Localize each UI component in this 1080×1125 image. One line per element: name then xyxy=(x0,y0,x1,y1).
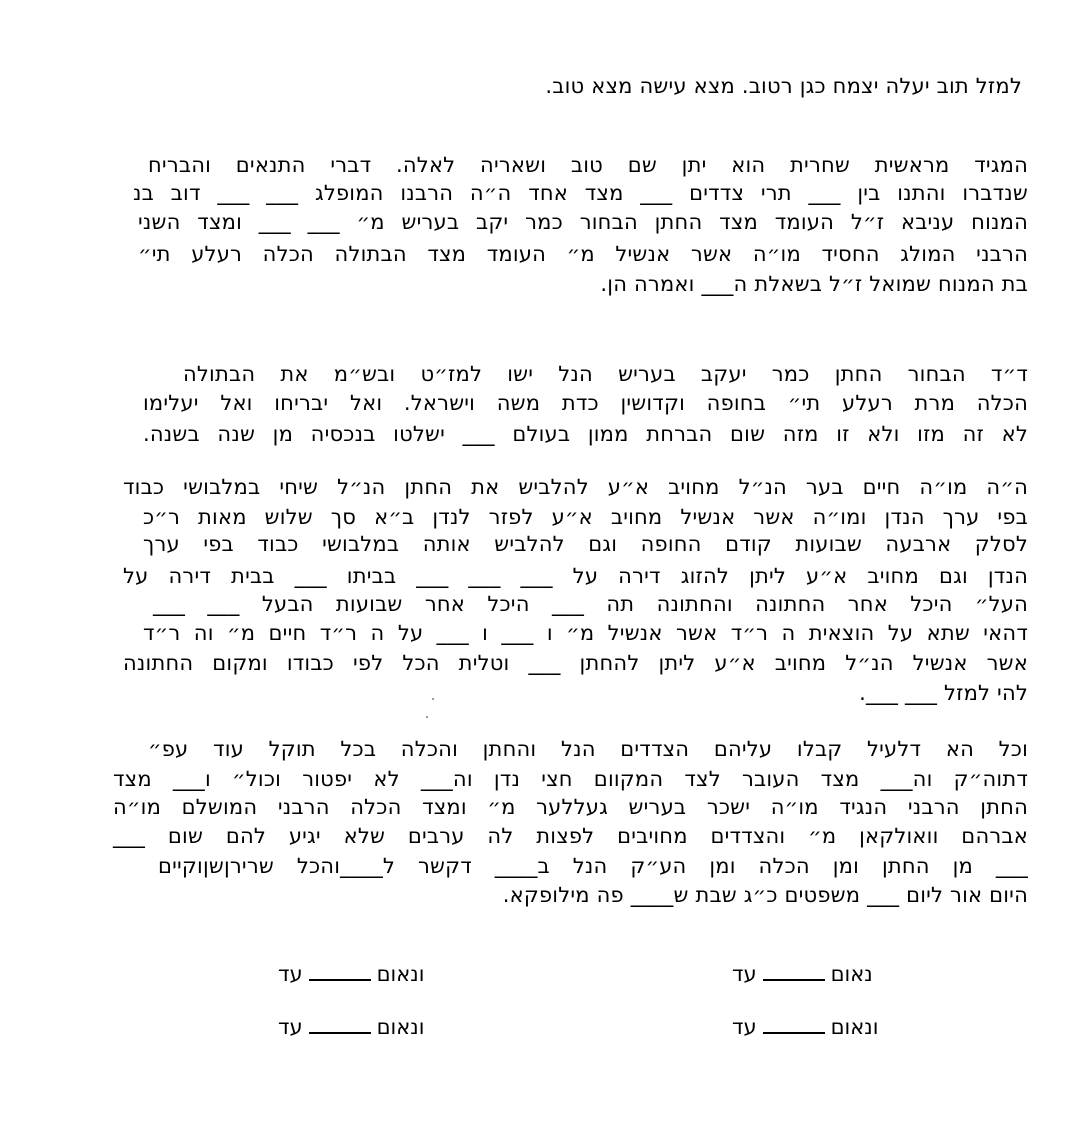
signature-blank[interactable] xyxy=(309,1014,371,1034)
paragraph-4-line-1: וכל הא דלעיל קבלו עליהם הצדדים הנל והחתן והכלה בכל תוקל עוד עפ״ xyxy=(148,737,1028,761)
paragraph-4-line-5: ___ מן החתן ומן הכלה ומן הע״ק הנל ב____ דקשר ל____והכל שרירןשןוקיים xyxy=(158,854,1028,878)
signature-line-2 xyxy=(278,960,424,988)
signature-blank[interactable] xyxy=(763,1014,825,1034)
signature-suffix: עד xyxy=(278,962,303,986)
paragraph-3-line-4: הנדן וגם מחויב א״ע ליתן להזוג דירה על ___ ___ ___ בביתו ___ בבית דירה על xyxy=(123,564,1028,588)
paragraph-1-line-3: המנוח עניבא ז״ל העומד מצד החתן הבחור כמר יקב בעריש מ״ ___ ___ ומצד השני xyxy=(138,210,1028,234)
signature-prefix: ונאום xyxy=(830,1015,879,1039)
paragraph-1-line-1: המגיד מראשית שחרית הוא יתן שם טוב ושאריה לאלה. דברי התנאים והבריח xyxy=(148,153,1028,177)
signature-line-1 xyxy=(732,960,873,988)
signature-blank[interactable] xyxy=(763,961,825,981)
paragraph-2-line-2: הכלה מרת רעלע תי״ בחופה וקדושין כדת משה וישראל. ואל יבריחו ואל יעלימו xyxy=(143,391,1028,415)
document-heading: למזל תוב יעלה יצמח כגן רטוב. מצא עישה מצא טוב. xyxy=(545,74,1022,98)
paragraph-1-line-4: הרבני המולג החסיד מו״ה אשר אנשיל מ״ העומד מצד הבתולה הכלה רעלע תי״ xyxy=(138,242,1028,266)
paragraph-3-line-3: לסלק ארבעה שבועות קודם החופה וגם להלביש אותה במלבושי כבוד בפי ערך xyxy=(143,532,1028,556)
signature-line-3 xyxy=(732,1013,878,1041)
paragraph-2-line-3: לא זה מזו ולא זו מזה שום הברחת ממון בעולם ___ ישלטו בנכסיה מן שנה בשנה. xyxy=(143,422,1028,446)
paragraph-3-line-1: ה״ה מו״ה חיים בער הנ״ל מחויב א״ע להלביש את החתן הנ״ל שיחי במלבושי כבוד xyxy=(123,475,1028,499)
signature-prefix: נאום xyxy=(830,962,873,986)
scan-speck xyxy=(432,698,434,700)
signature-prefix: ונאום xyxy=(376,962,425,986)
signature-line-4 xyxy=(278,1013,424,1041)
scan-speck xyxy=(426,716,428,718)
paragraph-3-line-6: דהאי שתא על הוצאית ה ר״ד אשר אנשיל מ״ ו ___ ו ___ על ה ר״ד חיים מ״ וה ר״ד xyxy=(143,621,1028,645)
signature-suffix: עד xyxy=(278,1015,303,1039)
paragraph-4-line-3: החתן הרבני הנגיד מו״ה ישכר בעריש געללער מ״ ומצד הכלה הרבני המושלם מו״ה xyxy=(113,795,1028,819)
signature-suffix: עד xyxy=(732,1015,757,1039)
signature-suffix: עד xyxy=(732,962,757,986)
paragraph-3-line-2: בפי ערך הנדן ומו״ה אשר אנשיל מחויב א״ע לפזר לנדן ב״א סך שלוש מאות ר״כ xyxy=(143,505,1028,529)
signature-blank[interactable] xyxy=(309,961,371,981)
paragraph-4-line-6: היום אור ליום ___ משפטים כ״ג שבת ש____ פה מילופקא. xyxy=(502,883,1028,907)
signature-prefix: ונאום xyxy=(376,1015,425,1039)
paragraph-4-line-4: אברהם וואולקאן מ״ והצדדים מחויבים לפצות לה ערבים שלא יגיע להם שום ___ xyxy=(113,824,1028,848)
paragraph-3-line-5: העל״ היכל אחר החתונה והחתונה תה ___ היכל אחר שבועות הבעל ___ ___ xyxy=(153,592,1028,616)
paragraph-4-line-2: דתוה״ק וה___ מצד העובר לצד המקוום חצי נדן וה___ לא יפטור וכול״ ו___ מצד xyxy=(113,767,1028,791)
paragraph-1-line-2: שנדברו והתנו בין ___ תרי צדדים ___ מצד אחד ה״ה הרבנו המופלג ___ ___ דוב בנ xyxy=(133,181,1028,205)
paragraph-3-line-8: להי למזל ___ ___. xyxy=(859,681,1028,705)
paragraph-1-line-5: בת המנוח שמואל ז״ל בשאלת ה___ ואמרה הן. xyxy=(600,272,1028,296)
paragraph-2-line-1: ד״ד הבחור החתן כמר יעקב בעריש הנל ישו למז״ט ובש״מ את הבתולה xyxy=(183,362,1028,386)
paragraph-3-line-7: אשר אנשיל הנ״ל מחויב א״ע ליתן להחתן ___ וטלית הכל לפי כבודו ומקום החתונה xyxy=(123,651,1028,675)
